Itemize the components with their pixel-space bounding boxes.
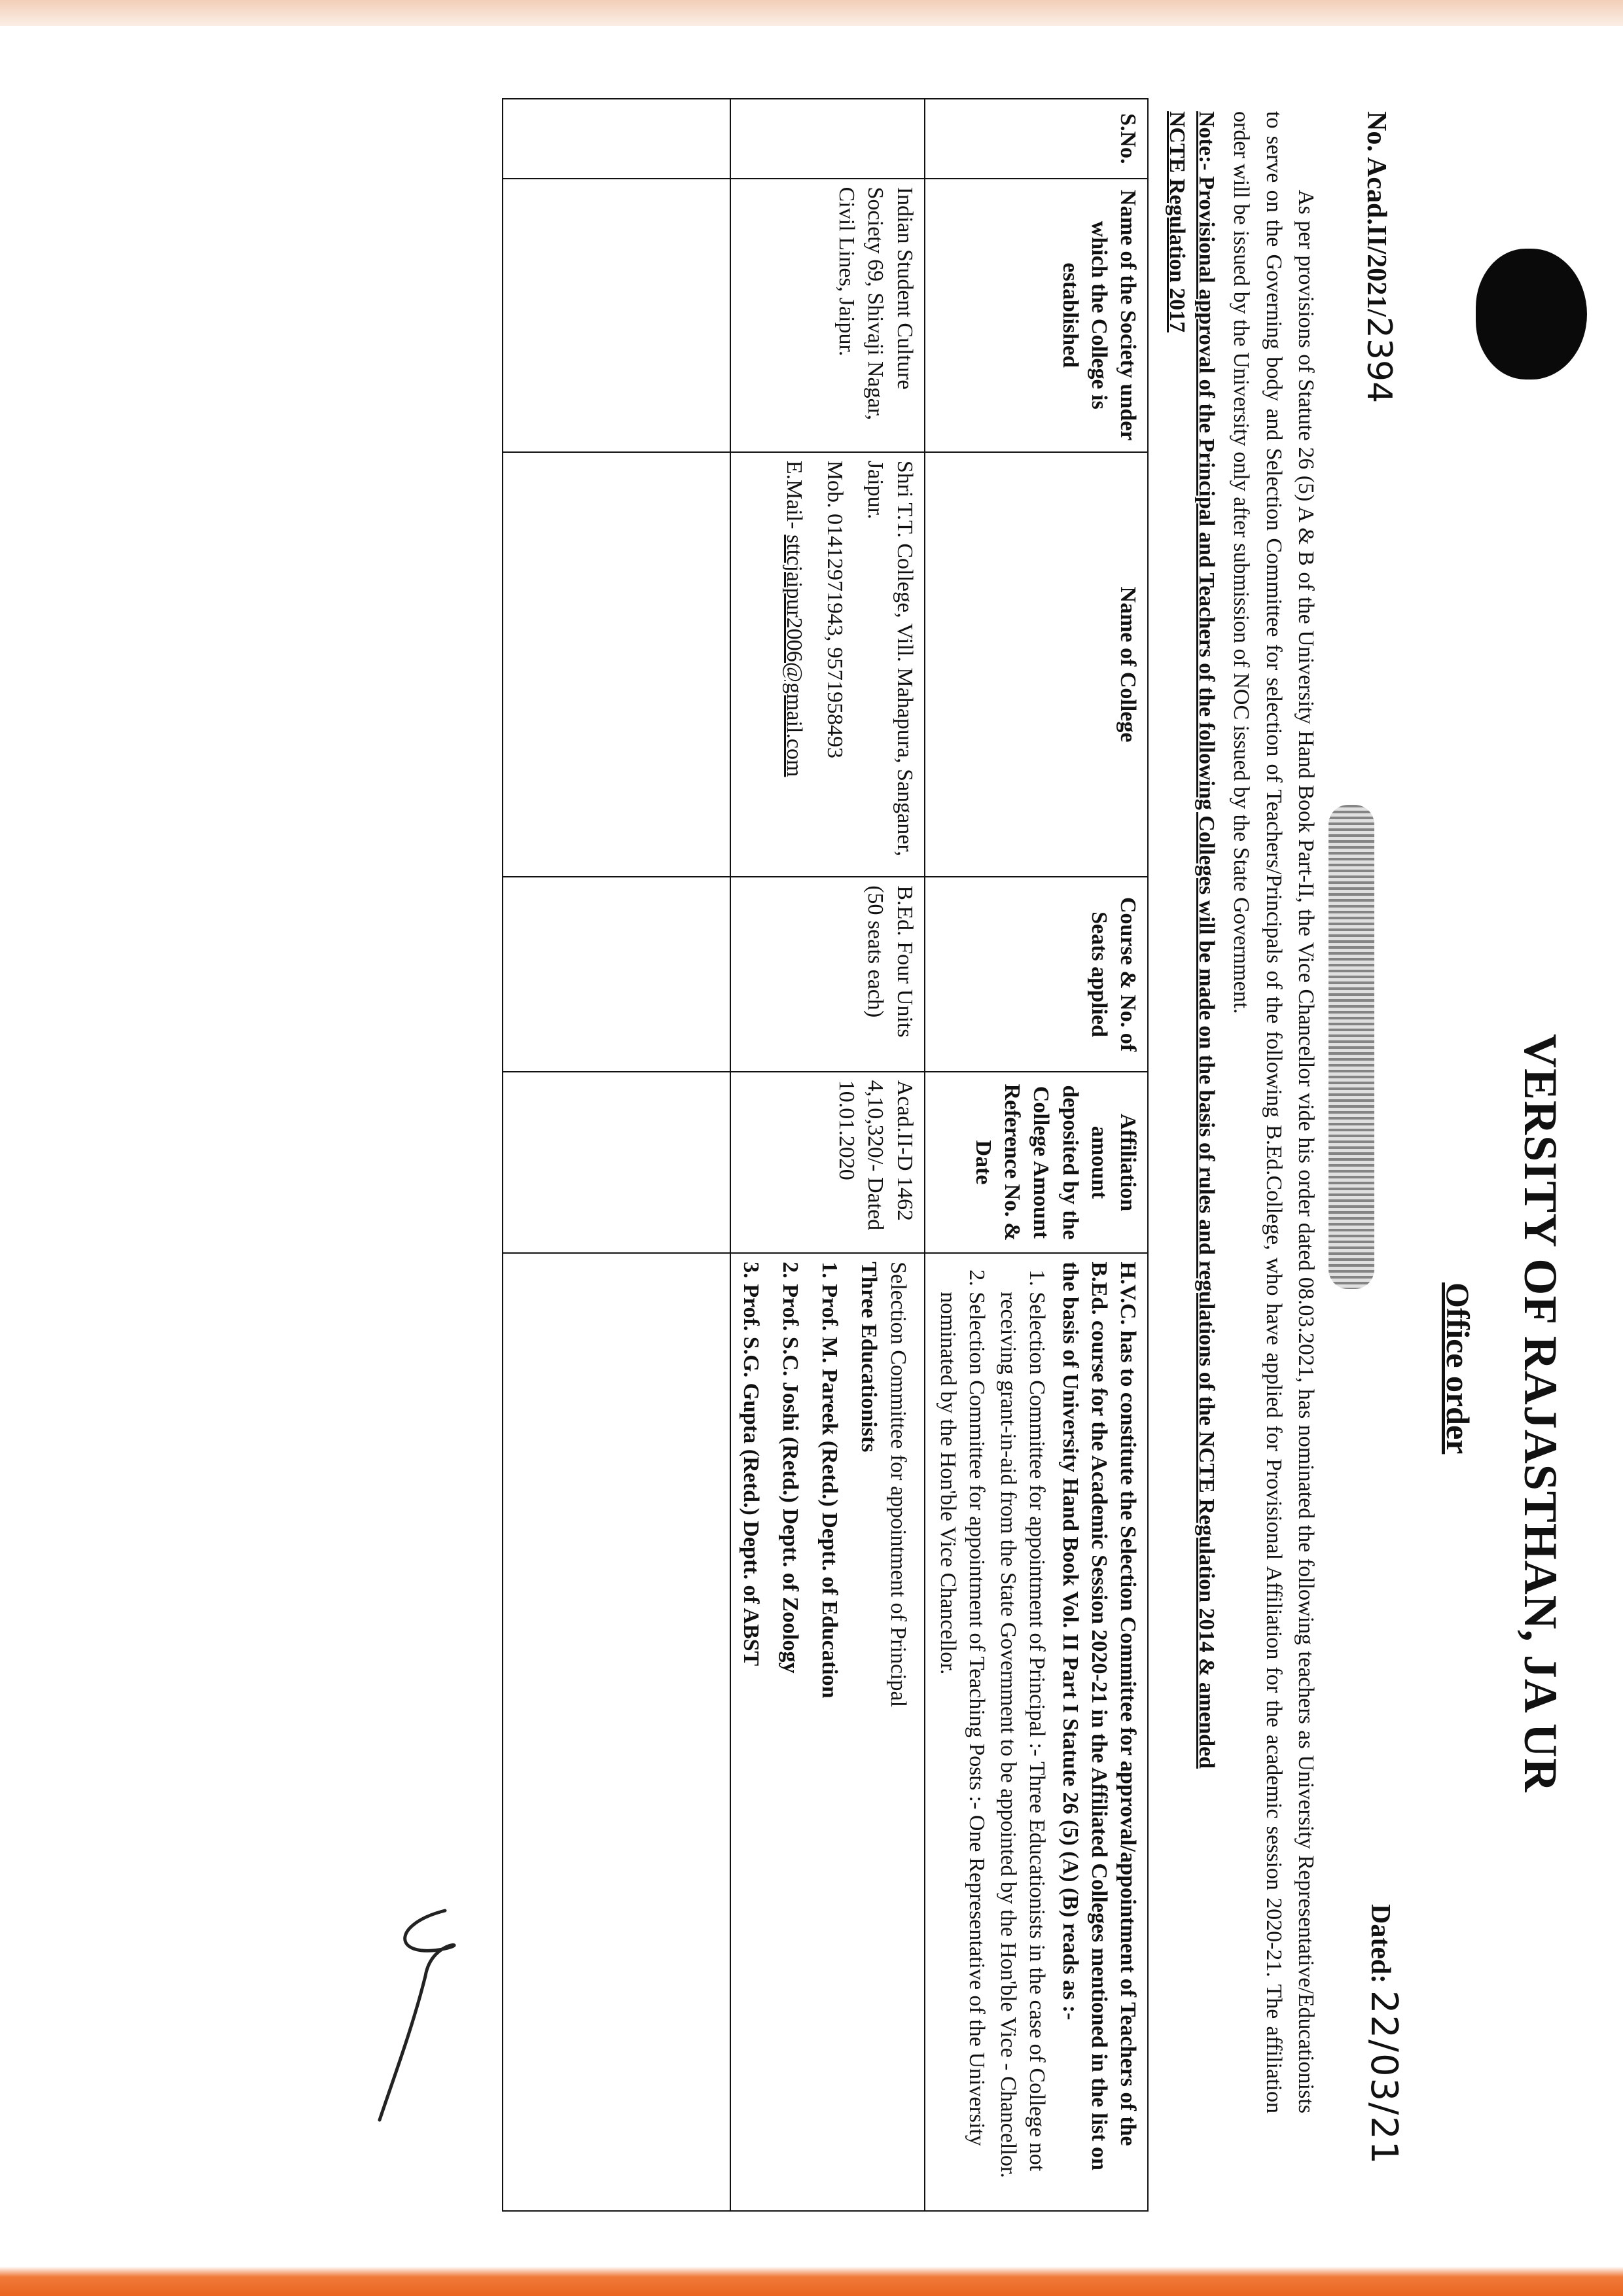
note-line-2: NCTE Regulation 2017	[1165, 111, 1189, 333]
order-date-label: Dated:	[1365, 1904, 1395, 1984]
order-number-handwritten: 2394	[1359, 316, 1399, 404]
committee-subtitle: Three Educationists	[857, 1262, 882, 1453]
header-society: Name of the Society under which the College is established	[925, 179, 1148, 452]
cell-committee	[730, 1253, 925, 2211]
college-mobile: Mob. 01412971943, 9571958493	[823, 460, 847, 759]
intro-paragraph: As per provisions of Statute 26 (5) A & B of the University Hand Book Part-II, the Vice Chancellor vide his order dated 08.03.2021, has nominated the following teachers as University Representative/Educationists to serve on the Governing body and Selection Committee for selection of Teachers/Principals of the following B.Ed.College, who have applied for Provisional Affiliation for the academic session 2020-21. The affiliation order will be issued by the University only after submission of NOC issued by the State Government.	[1229, 111, 1318, 2113]
document-title: Office order	[1440, 1282, 1476, 1455]
cell-blank	[503, 1253, 730, 2211]
header-hvc	[925, 1253, 1148, 2211]
university-heading: VERSITY OF RAJASTHAN, JA UR	[1514, 1034, 1567, 1793]
cell-blank	[503, 99, 730, 179]
table-row	[730, 99, 925, 2211]
cell-blank	[503, 452, 730, 877]
committee-title: Selection Committee for appointment of Principal	[885, 1262, 910, 1708]
member-item: 2. Prof. S.C. Joshi (Retd.) Deptt. of Zoology	[778, 1262, 803, 1674]
email-label: E.Mail-	[782, 460, 807, 529]
header-sno: S.No.	[925, 99, 1148, 179]
order-date-handwritten: 22/03/21	[1363, 1990, 1405, 2166]
header-college: Name of College	[925, 452, 1148, 877]
binder-spring	[1329, 805, 1374, 1289]
college-table	[502, 98, 1149, 2212]
cell-blank	[503, 877, 730, 1072]
table-row-blank	[503, 99, 730, 2211]
cell-blank	[503, 1072, 730, 1253]
cell-society: Indian Student Culture Society 69, Shivaji Nagar, Civil Lines, Jaipur.	[730, 179, 925, 452]
cell-blank	[503, 179, 730, 452]
rules-list	[933, 1262, 1052, 2202]
header-course: Course & No. of Seats applied	[925, 877, 1148, 1072]
header-affiliation: Affiliation amount deposited by the College Amount Reference No. & Date	[925, 1072, 1148, 1253]
cell-course: B.Ed. Four Units (50 seats each)	[730, 877, 925, 1072]
member-item: 3. Prof. S.G. Gupta (Retd.) Deptt. of ABST	[738, 1262, 763, 1667]
punch-hole-mark	[1476, 249, 1587, 380]
college-email-line	[779, 461, 808, 868]
order-date	[1359, 1904, 1407, 2165]
email-link[interactable]: sttcjaipur2006@gmail.com	[782, 535, 807, 777]
order-number-label: No. Acad.II/2021/	[1361, 111, 1391, 317]
note-line: Note:- Provisional approval of the Principal and Teachers of the following Colleges will be made on the basis of rules and regulations of the NCTE Regulation 2014 & amended	[1194, 111, 1219, 1769]
scan-bottom-edge	[0, 2267, 1623, 2296]
cell-affiliation: Acad.II-D 1462 4,10,320/- Dated 10.01.2020	[730, 1072, 925, 1253]
table-header-row	[925, 99, 1148, 2211]
scan-top-edge	[0, 0, 1623, 26]
hvc-text: H.V.C. has to constitute the Selection Committee for approval/appointment of Teachers of the B.Ed. course for the Academic Session 2020-21 in the Affiliated Colleges mentioned in the list on the basis of University Hand Book Vol. II Part I Statute 26 (5) (A) (B) reads as :-	[1058, 1262, 1140, 2170]
cell-sno	[730, 99, 925, 179]
rule-item: 2. Selection Committee for appointment of Teaching Posts :- One Representative of the University nominated by the Hon'ble Vice Chancellor.	[933, 1292, 991, 2202]
cell-college	[730, 452, 925, 877]
signature-mark	[366, 1898, 524, 2133]
college-name: Shri T.T. College, Vill. Mahapura, Sanganer, Jaipur.	[863, 460, 917, 857]
member-item: 1. Prof. M. Pareek (Retd.) Deptt. of Education	[817, 1262, 842, 1699]
order-number	[1356, 111, 1400, 403]
rule-item: 1. Selection Committee for appointment of Principal :- Three Educationists in the case of College not receiving grant-in-aid from the State Government to be appointed by the Hon'ble Vice - Chancellor.	[993, 1292, 1051, 2202]
